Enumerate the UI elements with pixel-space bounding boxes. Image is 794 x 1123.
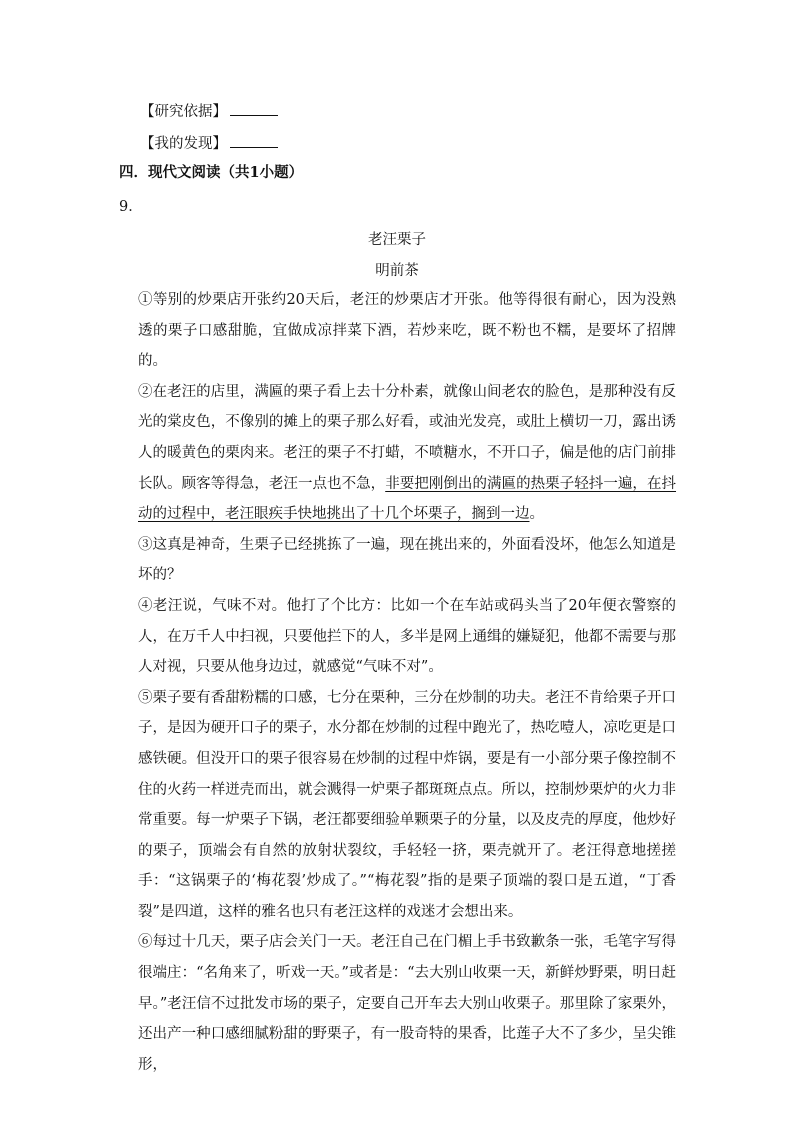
paragraph-2 bbox=[138, 377, 676, 530]
my-finding-blank[interactable] bbox=[230, 133, 278, 148]
my-finding-line bbox=[140, 133, 278, 154]
question-number: 9． bbox=[119, 199, 143, 215]
research-basis-blank[interactable] bbox=[230, 101, 278, 116]
my-finding-label: 【我的发现】 bbox=[140, 136, 227, 152]
article-author: 明前茶 bbox=[375, 263, 419, 279]
paragraph-2-end: 。 bbox=[529, 506, 544, 523]
paragraph-4: ④老汪说，气味不对。他打了个比方：比如一个在车站或码头当了20年便衣警察的人，在万千人中扫视，只要他拦下的人，多半是网上通缉的嫌疑犯，他都不需要与那人对视，只要从他身边过，就感觉“气味不对”。 bbox=[138, 597, 676, 676]
research-basis-label: 【研究依据】 bbox=[140, 104, 227, 120]
paragraph-3: ③这真是神奇，生栗子已经挑拣了一遍，现在挑出来的，外面看没坏，他怎么知道是坏的？ bbox=[138, 536, 676, 584]
paragraph-2-underlined-sentence: 非要把刚倒出的满匾的热栗子轻抖一遍，在抖动的过程中，老汪眼疾手快地挑出了十几个坏栗子，搁到一边 bbox=[138, 475, 677, 523]
paragraph-6: ⑥每过十几天，栗子店会关门一天。老汪自己在门楣上手书致歉条一张，毛笔字写得很端庄：“名角来了，听戏一天。”或者是：“去大别山收栗一天，新鲜炒野栗，明日赶早。”老汪信不过批发市场的栗子，定要自己开车去大别山收栗子。那里除了家栗外，还出产一种口感细腻粉甜的野栗子，有一股奇特的果香，比莲子大不了多少，呈尖锥形， bbox=[138, 934, 676, 1073]
paragraph-5: ⑤栗子要有香甜粉糯的口感，七分在栗种，三分在炒制的功夫。老汪不肯给栗子开口子，是因为硬开口子的栗子，水分都在炒制的过程中跑光了，热吃噎人，凉吃更是口感铁硬。但没开口的栗子很容易在炒制的过程中炸锅，要是有一小部分栗子像控制不住的火药一样迸壳而出，就会溅得一炉栗子都斑斑点点。所以，控制炒栗炉的火力非常重要。每一炉栗子下锅，老汪都要细验单颗栗子的分量，以及皮壳的厚度，他炒好的栗子，顶端会有自然的放射状裂纹，手轻轻一挤，栗壳就开了。老汪得意地搓搓手：“这锅栗子的‘梅花裂’炒成了。”“梅花裂”指的是栗子顶端的裂口是五道，“丁香裂”是四道，这样的雅名也只有老汪这样的戏迷才会想出来。 bbox=[138, 689, 676, 920]
paragraph-2-text: ②在老汪的店里，满匾的栗子看上去十分朴素，就像山间老农的脸色，是那种没有反光的棠皮色，不像别的摊上的栗子那么好看，或油光发亮，或肚上横切一刀，露出诱人的暖黄色的栗肉来。老汪的栗子不打蜡，不喷糖水，不开口子，偏是他的店门前排长队。顾客等得急，老汪一点也不急， bbox=[138, 383, 676, 492]
article-body bbox=[138, 285, 676, 1080]
research-basis-line bbox=[140, 101, 278, 122]
paragraph-1: ①等别的炒栗店开张约20天后，老汪的炒栗店才开张。他等得很有耐心，因为没熟透的栗子口感甜脆，宜做成凉拌菜下酒，若炒来吃，既不粉也不糯，是要坏了招牌的。 bbox=[138, 292, 676, 370]
article-title: 老汪栗子 bbox=[368, 232, 426, 248]
section-title: 四．现代文阅读（共1小题） bbox=[119, 164, 304, 181]
